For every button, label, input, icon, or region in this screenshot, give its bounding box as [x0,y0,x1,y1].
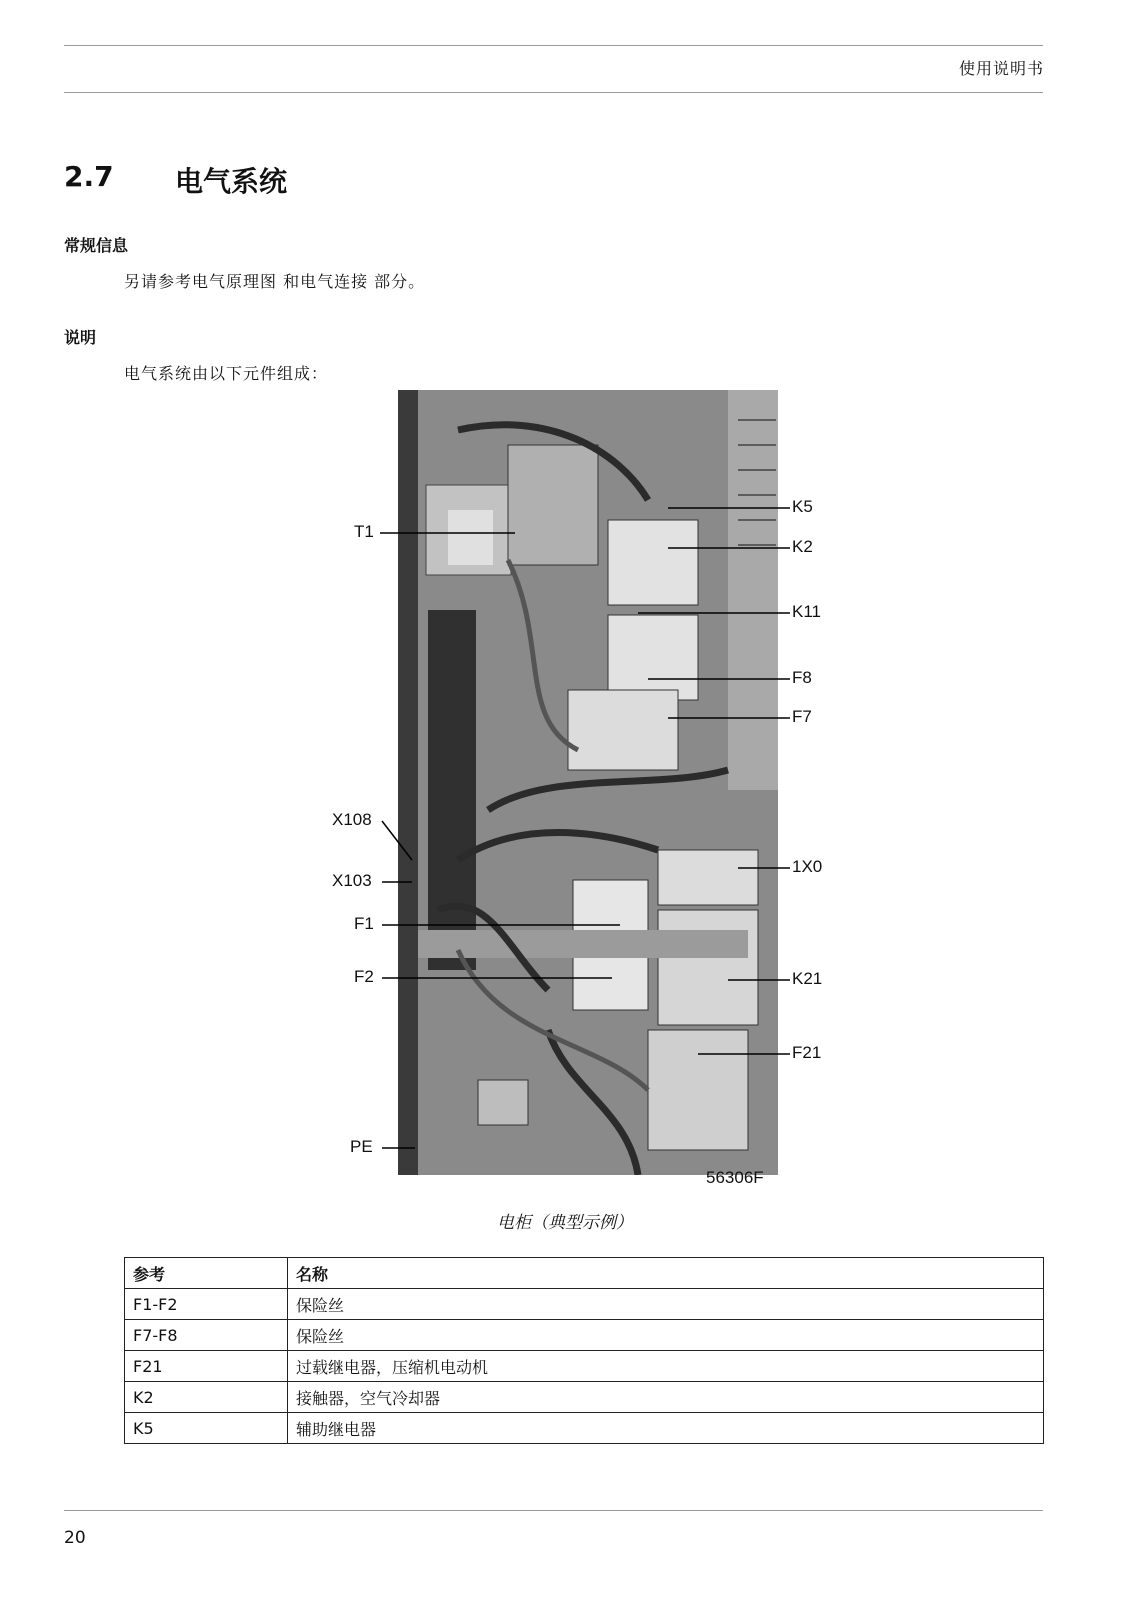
label-x108: X108 [332,810,372,829]
table-cell-ref: F21 [125,1351,288,1382]
description-heading: 说明 [64,328,97,347]
table-cell-ref: K5 [125,1413,288,1444]
table-cell-name: 过载继电器，压缩机电动机 [288,1351,1044,1382]
table-row [125,1413,1044,1444]
table-cell-ref: K2 [125,1382,288,1413]
label-1x0: 1X0 [792,857,823,876]
label-f21: F21 [792,1043,822,1062]
table-cell-name: 辅助继电器 [288,1413,1044,1444]
manual-title: 使用说明书 [958,59,1044,78]
table-cell-ref: F7-F8 [125,1320,288,1351]
table-cell-name: 保险丝 [288,1289,1044,1320]
table-header-row [125,1258,1044,1289]
label-f2: F2 [354,967,374,986]
table-cell-ref: F1-F2 [125,1289,288,1320]
label-k5: K5 [792,497,813,516]
label-pe: PE [350,1137,373,1156]
section-number: 2.7 [64,160,114,193]
general-heading: 常规信息 [64,236,129,255]
table-row [125,1382,1044,1413]
description-text: 电气系统由以下元件组成： [124,364,329,383]
table-cell-name: 接触器，空气冷却器 [288,1382,1044,1413]
table-row [125,1351,1044,1382]
figure-caption: 电柜（典型示例） [497,1213,633,1233]
page-number: 20 [64,1528,86,1548]
table-row [125,1320,1044,1351]
table-row [125,1289,1044,1320]
label-k11: K11 [792,602,821,621]
footer-rule [64,1510,1043,1511]
figure-code: 56306F [706,1168,764,1187]
table-cell-name: 保险丝 [288,1320,1044,1351]
general-text: 另请参考电气原理图 和电气连接 部分。 [124,272,426,291]
label-k21: K21 [792,969,823,988]
table-header-name: 名称 [288,1258,1044,1289]
label-x103: X103 [332,871,372,890]
label-f1: F1 [354,914,374,933]
label-f7: F7 [792,707,812,726]
label-f8: F8 [792,668,812,687]
table-header-ref: 参考 [125,1258,288,1289]
label-k2: K2 [792,537,813,556]
reference-table [124,1257,1044,1444]
label-t1: T1 [354,522,374,541]
section-title: 电气系统 [175,165,288,198]
